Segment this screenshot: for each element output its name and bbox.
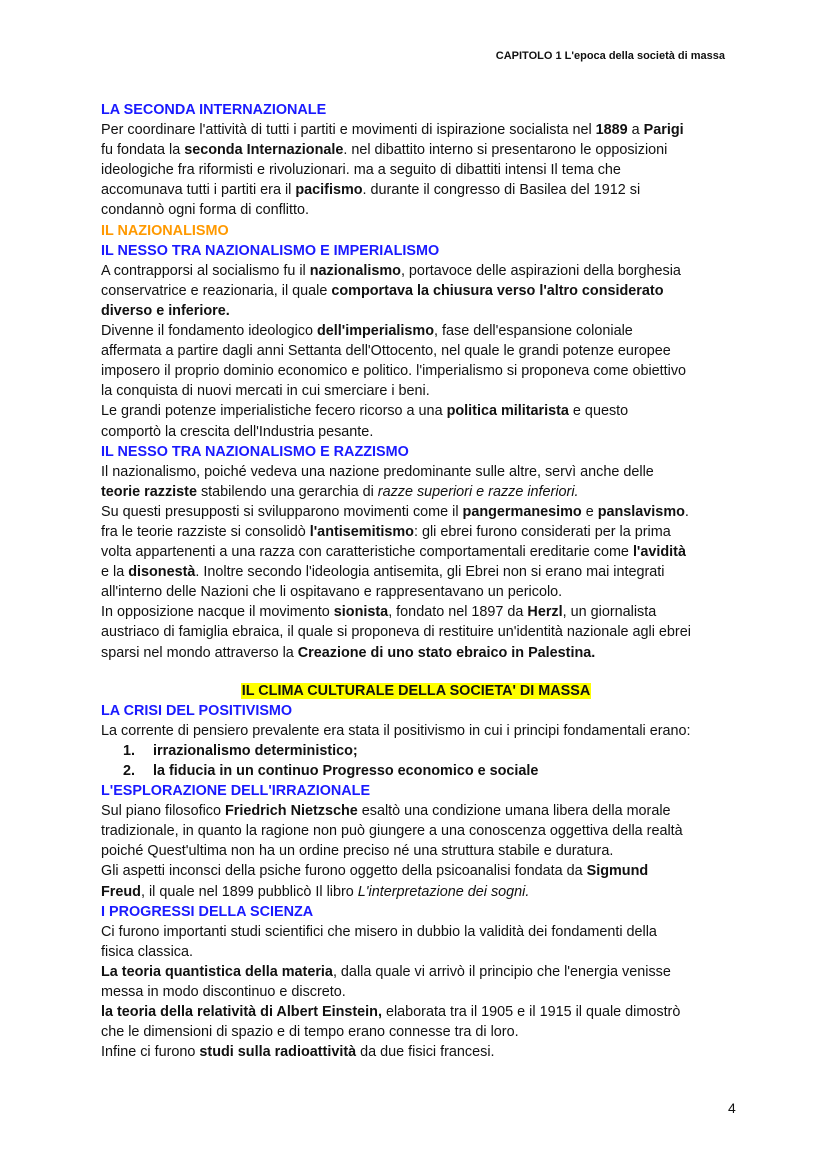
paragraph-line: volta appartenenti a una razza con caratteristiche comportamentali ereditarie come l'avidità	[101, 544, 686, 561]
paragraph-line: ideologiche fra riformisti e rivoluzionari. ma a seguito di dibattiti intensi Il tema che	[101, 162, 621, 179]
section-title-nazionalismo: IL NAZIONALISMO	[101, 222, 229, 239]
paragraph-line: diverso e inferiore.	[101, 302, 230, 319]
paragraph-line: conservatrice e reazionaria, il quale comportava la chiusura verso l'altro considerato	[101, 282, 664, 299]
paragraph-line: In opposizione nacque il movimento sionista, fondato nel 1897 da Herzl, un giornalista	[101, 604, 657, 621]
paragraph-line: imposero il proprio dominio economico e politico. l'imperialismo si proponeva come obiettivo	[101, 363, 687, 380]
paragraph-line: fra le teorie razziste si consolidò l'antisemitismo: gli ebrei furono considerati per la prima	[101, 523, 671, 540]
paragraph-line: la conquista di nuovi mercati in cui smerciare i beni.	[101, 383, 430, 400]
paragraph-line: Su questi presupposti si svilupparono movimenti come il pangermanesimo e panslavismo.	[101, 503, 689, 520]
paragraph-line: messa in modo discontinuo e discreto.	[101, 984, 346, 1001]
page-number: 4	[728, 1100, 736, 1116]
paragraph-line: teorie razziste stabilendo una gerarchia di razze superiori e razze inferiori.	[101, 483, 579, 500]
paragraph-line: comportò la crescita dell'Industria pesante.	[101, 423, 374, 440]
paragraph-line: Gli aspetti inconsci della psiche furono oggetto della psicoanalisi fondata da Sigmund	[101, 863, 649, 880]
section-title-crisi-positivismo: LA CRISI DEL POSITIVISMO	[101, 702, 293, 719]
section-title-seconda-internazionale: LA SECONDA INTERNAZIONALE	[101, 102, 327, 118]
document-body	[101, 100, 731, 1062]
highlighted-chapter-title: IL CLIMA CULTURALE DELLA SOCIETA' DI MASSA	[241, 682, 591, 699]
paragraph-line: all'interno delle Nazioni che li ospitavano e rappresentavano un pericolo.	[101, 584, 563, 601]
paragraph-line: Le grandi potenze imperialistiche fecero ricorso a una politica militarista e questo	[101, 403, 629, 420]
paragraph-line: fu fondata la seconda Internazionale. nel dibattito interno si presentarono le opposizioni	[101, 142, 668, 159]
paragraph-line: Il nazionalismo, poiché vedeva una nazione predominante sulle altre, servì anche delle	[101, 463, 654, 480]
paragraph-line: condannò ogni forma di conflitto.	[101, 202, 309, 219]
list-item: 1. irrazionalismo deterministico;	[123, 742, 358, 759]
paragraph-line: tradizionale, in quanto la ragione non può giungere a una conoscenza oggettiva della realtà	[101, 823, 683, 840]
paragraph-line: Freud, il quale nel 1899 pubblicò Il libro L'interpretazione dei sogni.	[101, 883, 530, 900]
paragraph-line: che le dimensioni di spazio e di tempo erano connesse tra di loro.	[101, 1024, 519, 1041]
section-title-progressi-scienza: I PROGRESSI DELLA SCIENZA	[101, 903, 314, 920]
paragraph-line: La corrente di pensiero prevalente era stata il positivismo in cui i principi fondamentali erano:	[101, 722, 691, 739]
paragraph-line: Divenne il fondamento ideologico dell'imperialismo, fase dell'espansione coloniale	[101, 323, 633, 340]
paragraph-line: fisica classica.	[101, 943, 193, 960]
paragraph-line: accomunava tutti i partiti era il pacifismo. durante il congresso di Basilea del 1912 si	[101, 182, 641, 199]
paragraph-line: Ci furono importanti studi scientifici che misero in dubbio la validità dei fondamenti della	[101, 923, 657, 940]
paragraph-line: A contrapporsi al socialismo fu il nazionalismo, portavoce delle aspirazioni della borghesia	[101, 262, 681, 279]
chapter-header: CAPITOLO 1 L'epoca della società di massa	[495, 50, 725, 62]
paragraph-line: e la disonestà. Inoltre secondo l'ideologia antisemita, gli Ebrei non si erano mai integrati	[101, 564, 665, 581]
paragraph-line: sparsi nel mondo attraverso la Creazione di uno stato ebraico in Palestina.	[101, 644, 596, 661]
paragraph-line: Sul piano filosofico Friedrich Nietzsche esaltò una condizione umana libera della morale	[101, 803, 671, 820]
section-title-esplorazione: L'ESPLORAZIONE DELL'IRRAZIONALE	[101, 783, 371, 800]
paragraph-line: austriaco di famiglia ebraica, il quale si proponeva di restituire un'identità nazionale agli ebrei	[101, 624, 691, 641]
section-title-nesso-razzismo: IL NESSO TRA NAZIONALISMO E RAZZISMO	[101, 443, 409, 460]
section-title-nesso-imperialismo: IL NESSO TRA NAZIONALISMO E IMPERIALISMO	[101, 242, 440, 259]
paragraph-line: affermata a partire dagli anni Settanta dell'Ottocento, nel quale le grandi potenze europee	[101, 343, 671, 360]
paragraph-line: La teoria quantistica della materia, dalla quale vi arrivò il principio che l'energia venisse	[101, 963, 671, 980]
paragraph-line: Infine ci furono studi sulla radioattività da due fisici francesi.	[101, 1044, 495, 1061]
paragraph-line: Per coordinare l'attività di tutti i partiti e movimenti di ispirazione socialista nel 1889 a Parigi	[101, 122, 684, 139]
list-item: 2. la fiducia in un continuo Progresso economico e sociale	[123, 763, 539, 779]
paragraph-line: la teoria della relatività di Albert Einstein, elaborata tra il 1905 e il 1915 il quale dimostrò	[101, 1004, 681, 1021]
paragraph-line: poiché Quest'ultima non ha un ordine preciso né una struttura stabile e duratura.	[101, 843, 614, 860]
